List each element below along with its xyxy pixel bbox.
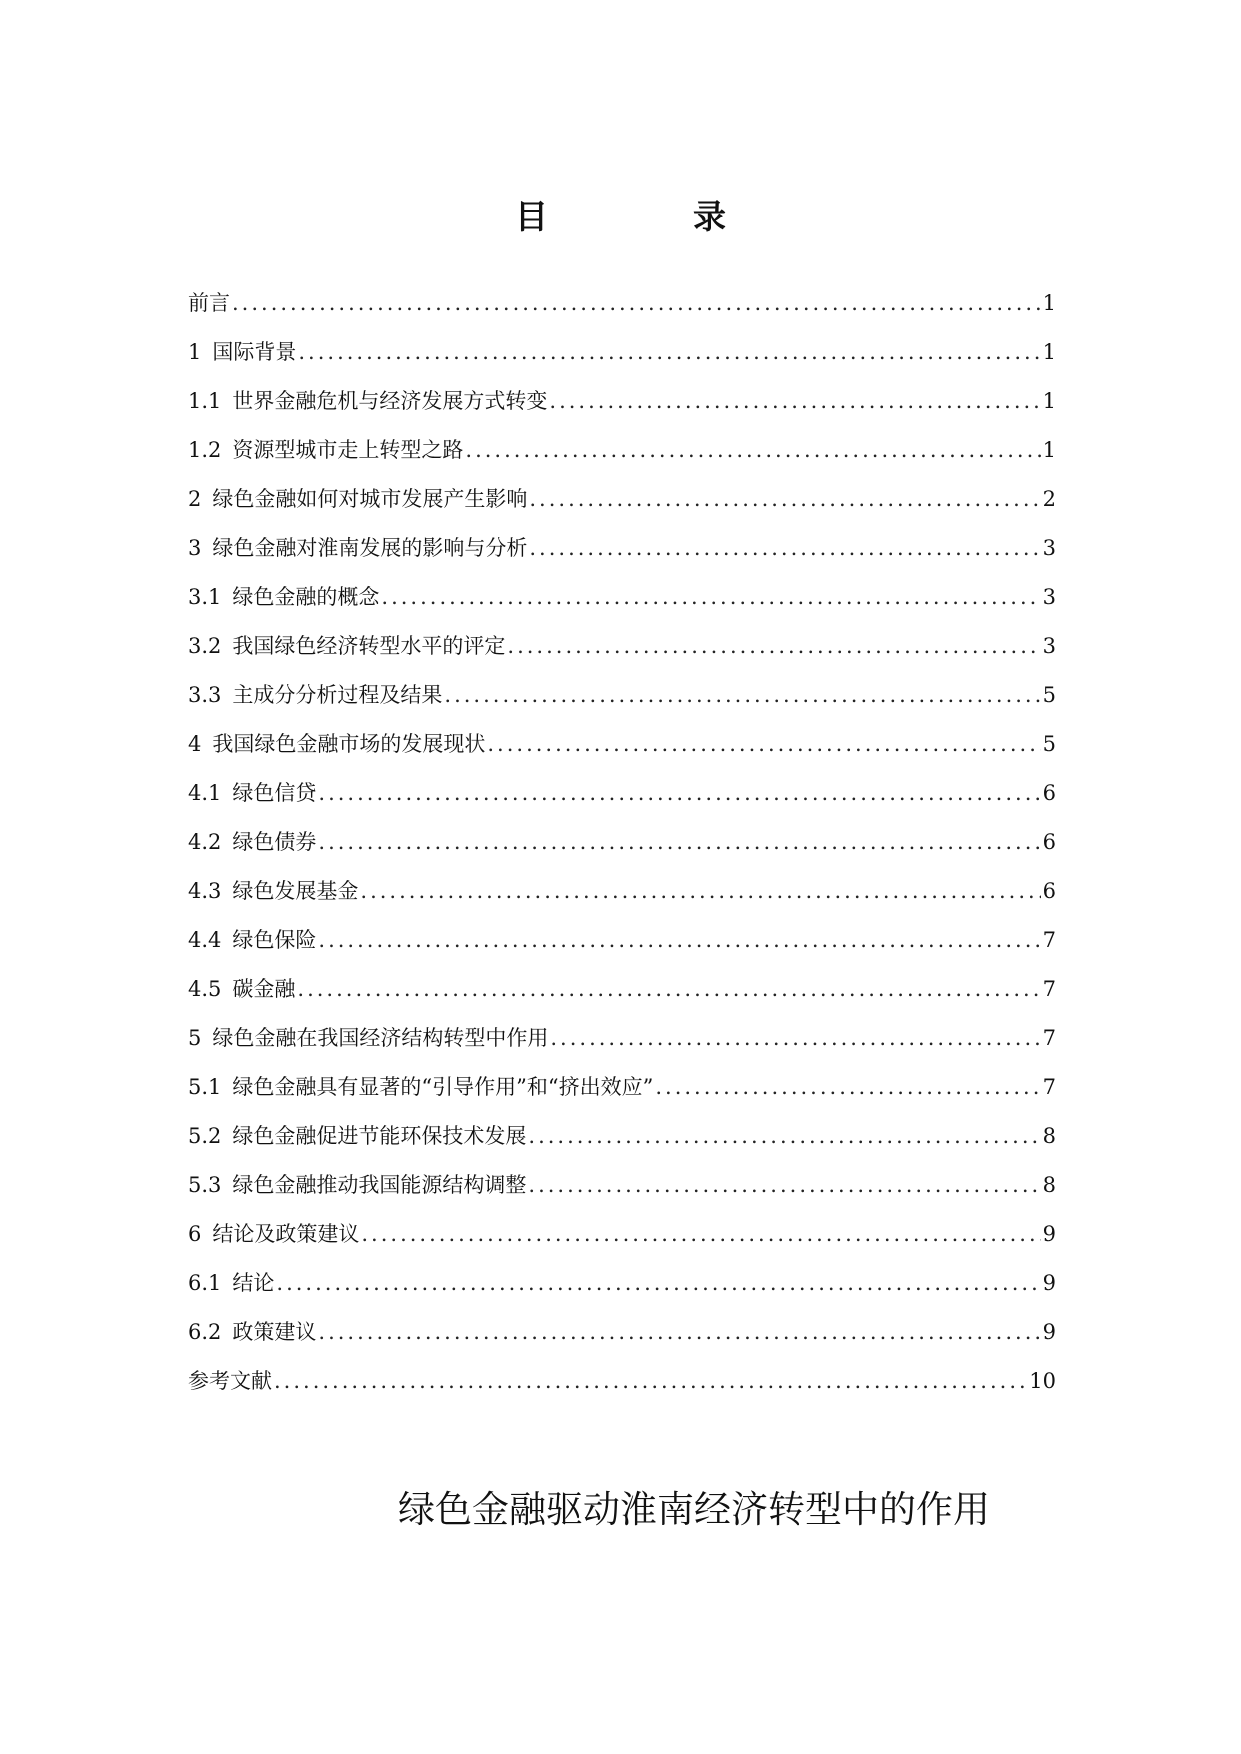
toc-leader-dots [232,285,1041,321]
toc-entry-number: 4.5 [188,977,222,1001]
toc-entry-number: 4.1 [188,781,222,805]
toc-entry[interactable] [188,1118,1056,1167]
document-title: 绿色金融驱动淮南经济转型中的作用 [398,1488,990,1531]
toc-leader-dots [318,824,1040,860]
toc-entry-page: 6 [1042,781,1056,805]
toc-entry-number: 1.2 [188,438,222,462]
toc-entry-label: 绿色金融具有显著的“引导作用”和“挤出效应” [232,1075,654,1099]
toc-entry-page: 1 [1042,340,1056,364]
toc-leader-dots [318,775,1040,811]
toc-leader-dots [487,726,1040,762]
toc-entry-label: 国际背景 [212,340,297,364]
toc-entry-label: 结论 [232,1271,275,1295]
toc-entry[interactable] [188,922,1056,971]
toc-entry[interactable] [188,1069,1056,1118]
toc-entry-number: 3.3 [188,683,222,707]
toc-entry-number: 5.3 [188,1173,222,1197]
toc-entry-page: 6 [1042,879,1056,903]
toc-entry[interactable] [188,726,1056,775]
toc-entry-page: 3 [1042,585,1056,609]
toc-leader-dots [550,1020,1040,1056]
toc-entry-page: 7 [1042,1026,1056,1050]
toc-entry-number: 5.2 [188,1124,222,1148]
toc-entry-number: 2 [188,487,202,511]
toc-entry-number: 3 [188,536,202,560]
toc-entry-label: 资源型城市走上转型之路 [232,438,464,462]
toc-entry-label: 碳金融 [232,977,296,1001]
toc-leader-dots [529,530,1040,566]
toc-entry[interactable] [188,1216,1056,1265]
toc-leader-dots [274,1363,1027,1399]
toc-entry[interactable] [188,1265,1056,1314]
toc-entry-number: 6 [188,1222,202,1246]
toc-entry-label: 绿色金融推动我国能源结构调整 [232,1173,527,1197]
toc-entry-page: 7 [1042,1075,1056,1099]
toc-leader-dots [361,1216,1040,1252]
toc-entry-label: 绿色金融在我国经济结构转型中作用 [212,1026,549,1050]
toc-entry-label: 我国绿色金融市场的发展现状 [212,732,486,756]
toc-entry[interactable] [188,628,1056,677]
toc-entry[interactable] [188,579,1056,628]
toc-entry-number: 4.3 [188,879,222,903]
toc-leader-dots [298,334,1040,370]
toc-entry-page: 6 [1042,830,1056,854]
toc-entry-label: 政策建议 [232,1320,317,1344]
toc-entry[interactable] [188,383,1056,432]
toc-entry-label: 我国绿色经济转型水平的评定 [232,634,506,658]
toc-entry-page: 9 [1042,1271,1056,1295]
toc-leader-dots [465,432,1040,468]
toc-leader-dots [528,1118,1040,1154]
toc-entry-number: 5.1 [188,1075,222,1099]
toc-leader-dots [318,922,1040,958]
toc-entry-page: 8 [1042,1173,1056,1197]
toc-entry-page: 1 [1042,389,1056,413]
toc-entry-number: 6.2 [188,1320,222,1344]
toc-leader-dots [360,873,1040,909]
toc-entry-label: 绿色发展基金 [232,879,359,903]
toc-entry-page: 3 [1042,536,1056,560]
toc-leader-dots [507,628,1040,664]
toc-entry-page: 2 [1042,487,1056,511]
toc-entry[interactable] [188,432,1056,481]
toc-entry[interactable] [188,1314,1056,1363]
toc-leader-dots [529,481,1040,517]
toc-entry-label: 世界金融危机与经济发展方式转变 [232,389,548,413]
toc-entry[interactable] [188,824,1056,873]
toc-leader-dots [528,1167,1040,1203]
toc-entry-number: 4.4 [188,928,222,952]
toc-entry[interactable] [188,1363,1056,1412]
table-of-contents [188,285,1056,1412]
toc-entry-label: 主成分分析过程及结果 [232,683,443,707]
toc-entry[interactable] [188,1167,1056,1216]
toc-entry-label: 绿色金融促进节能环保技术发展 [232,1124,527,1148]
toc-entry-label: 绿色信贷 [232,781,317,805]
toc-entry-label: 绿色金融对淮南发展的影响与分析 [212,536,528,560]
toc-leader-dots [549,383,1040,419]
toc-leader-dots [318,1314,1040,1350]
toc-leader-dots [381,579,1040,615]
toc-entry[interactable] [188,873,1056,922]
toc-leader-dots [276,1265,1040,1301]
toc-leader-dots [444,677,1040,713]
toc-entry[interactable] [188,1020,1056,1069]
toc-entry-number: 3.2 [188,634,222,658]
toc-leader-dots [655,1069,1040,1105]
toc-entry[interactable] [188,285,1056,334]
toc-entry[interactable] [188,971,1056,1020]
toc-entry-page: 8 [1042,1124,1056,1148]
toc-entry-page: 7 [1042,928,1056,952]
toc-entry-page: 9 [1042,1222,1056,1246]
toc-leader-dots [297,971,1040,1007]
toc-entry-label: 结论及政策建议 [212,1222,360,1246]
toc-entry-number: 4.2 [188,830,222,854]
toc-entry-page: 1 [1042,438,1056,462]
toc-entry-page: 5 [1042,732,1056,756]
toc-entry-label: 参考文献 [188,1369,272,1393]
toc-entry-label: 绿色金融的概念 [232,585,380,609]
toc-entry[interactable] [188,775,1056,824]
toc-entry-number: 1.1 [188,389,222,413]
toc-entry-number: 1 [188,340,202,364]
toc-entry-page: 9 [1042,1320,1056,1344]
toc-entry-label: 绿色债券 [232,830,317,854]
toc-entry-page: 5 [1042,683,1056,707]
toc-entry-page: 1 [1042,291,1056,315]
toc-entry-number: 5 [188,1026,202,1050]
toc-entry-page: 7 [1042,977,1056,1001]
toc-entry-label: 前言 [188,291,230,315]
toc-title: 目 录 [515,197,782,236]
toc-entry-page: 3 [1042,634,1056,658]
toc-entry-page: 10 [1029,1369,1056,1393]
toc-entry[interactable] [188,677,1056,726]
toc-entry-number: 4 [188,732,202,756]
toc-entry[interactable] [188,530,1056,579]
toc-entry-number: 6.1 [188,1271,222,1295]
toc-entry[interactable] [188,481,1056,530]
toc-entry-label: 绿色保险 [232,928,317,952]
toc-entry[interactable] [188,334,1056,383]
toc-entry-label: 绿色金融如何对城市发展产生影响 [212,487,528,511]
toc-entry-number: 3.1 [188,585,222,609]
